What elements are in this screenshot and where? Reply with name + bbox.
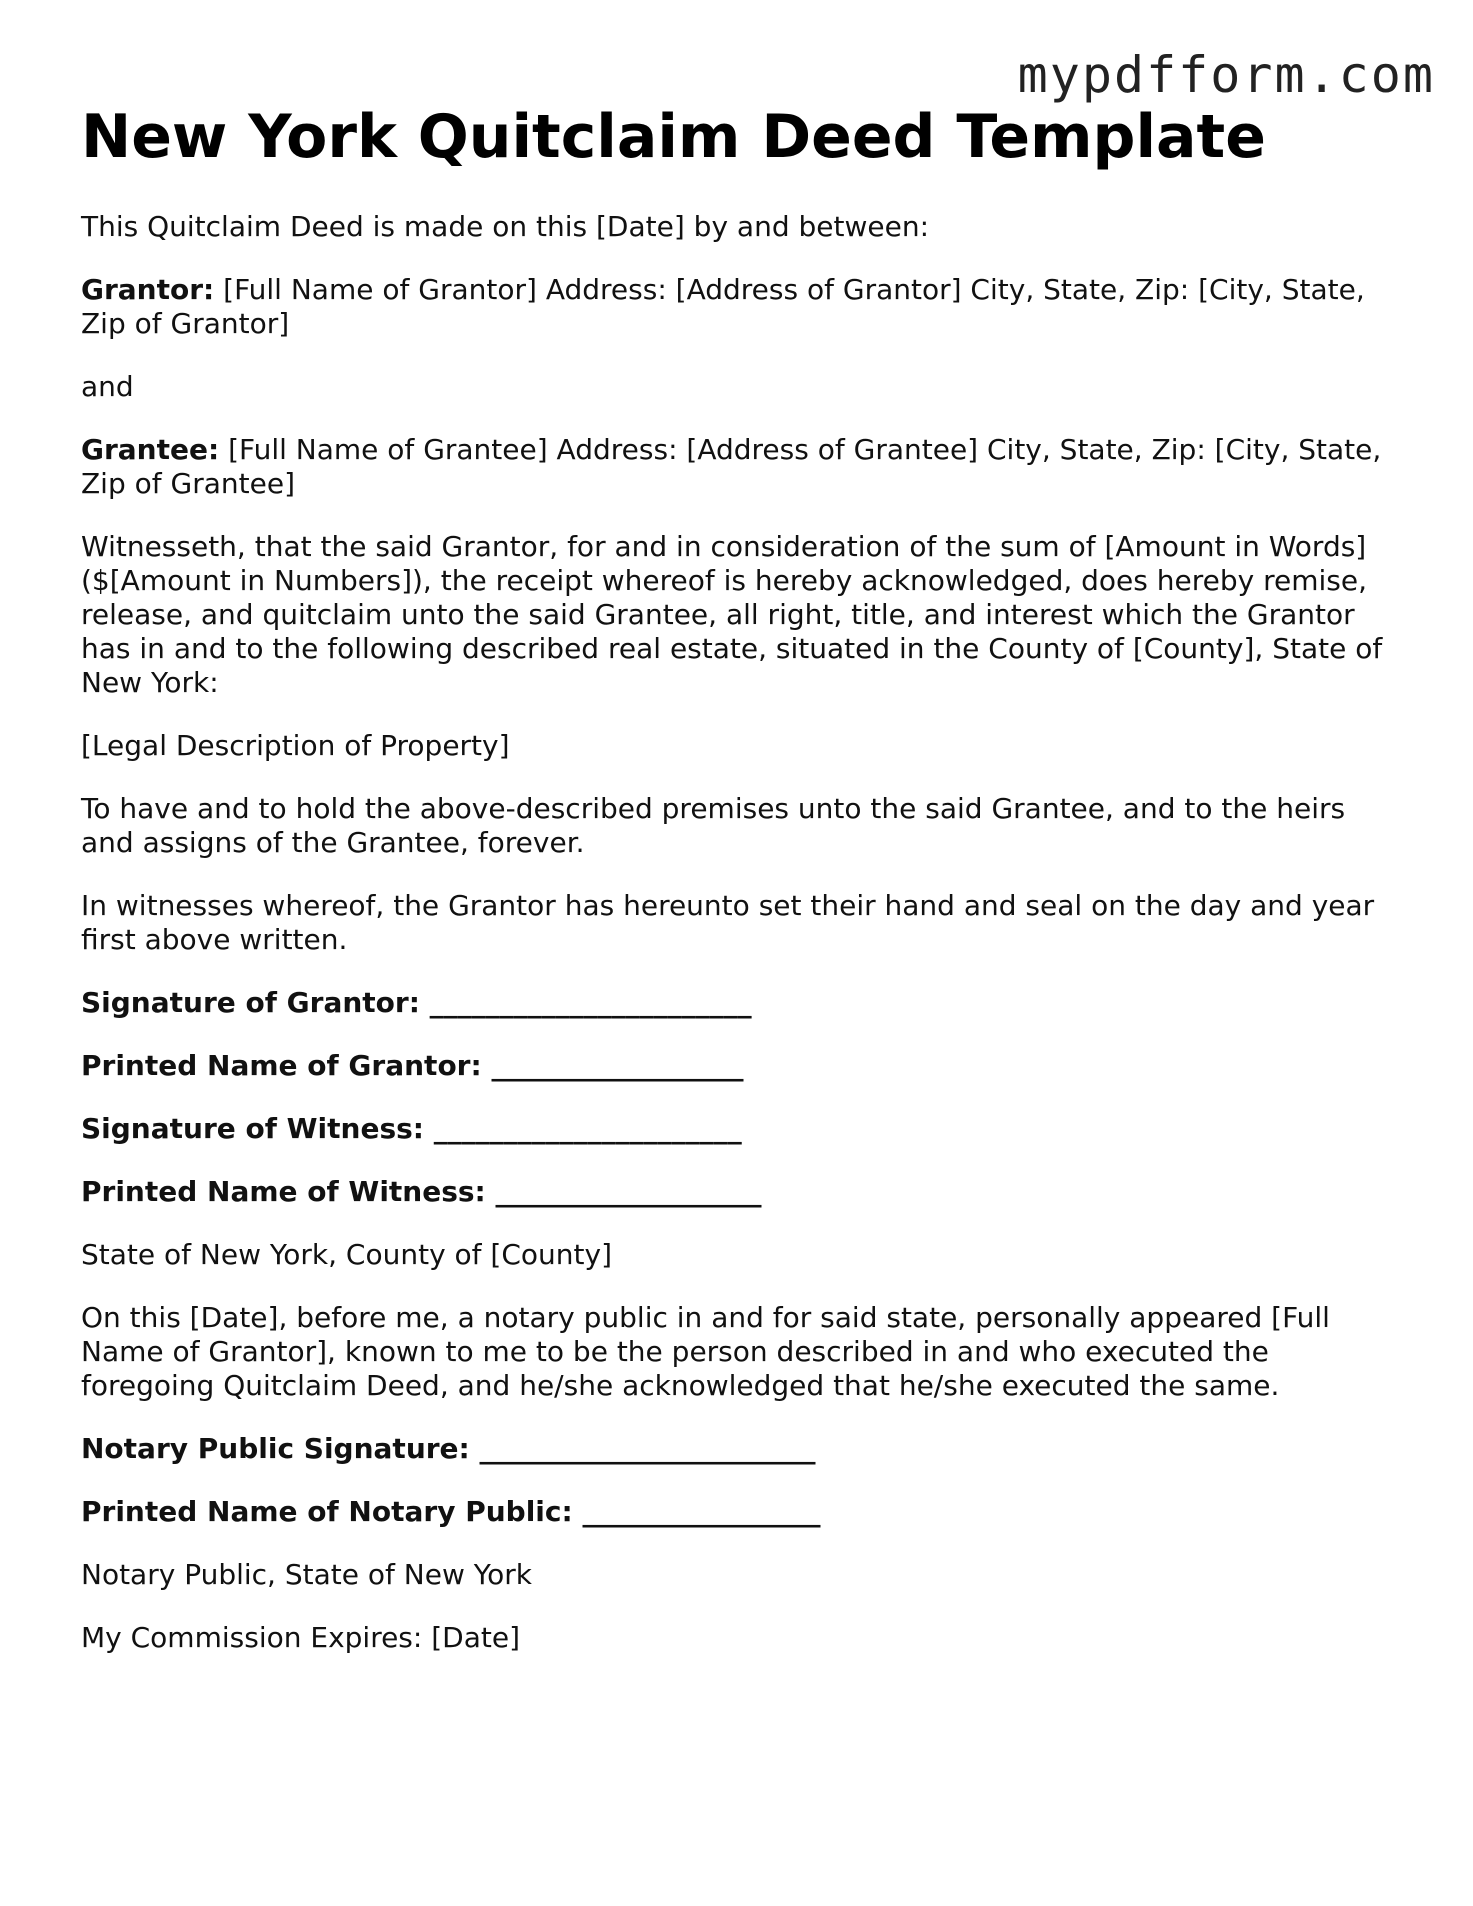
intro-paragraph: This Quitclaim Deed is made on this [Date] by and between:	[81, 210, 930, 243]
watermark: mypdfform.com	[1017, 46, 1435, 104]
witness-printed-name-line[interactable]	[81, 1175, 1401, 1209]
grantor-printed-name-label: Printed Name of Grantor:	[81, 1049, 482, 1082]
grantor-signature-label: Signature of Grantor:	[81, 986, 420, 1019]
witnesseth-paragraph: Witnesseth, that the said Grantor, for and in consideration of the sum of [Amount in Words] ($[Amount in Numbers]), the receipt whereof is hereby acknowledged, does hereby remise, release, and quitclaim unto the said Grantee, all right, title, and interest which the Grantor has in and to the following described real estate, situated in the County of [County], State of New York:	[81, 530, 1383, 699]
grantor-text: [Full Name of Grantor] Address: [Address of Grantor] City, State, Zip: [City, State, Zip of Grantor]	[81, 273, 1365, 340]
notary-signature-line[interactable]	[81, 1432, 1401, 1466]
witness-printed-name-blank[interactable]: ___________________	[495, 1175, 762, 1208]
grantee-paragraph	[81, 433, 1401, 501]
page-title: New York Quitclaim Deed Template	[81, 102, 1266, 172]
notary-printed-name-label: Printed Name of Notary Public:	[81, 1495, 573, 1528]
notary-signature-blank[interactable]: ________________________	[479, 1432, 816, 1465]
grantor-printed-name-line[interactable]	[81, 1049, 1401, 1083]
witness-printed-name-label: Printed Name of Witness:	[81, 1175, 486, 1208]
venue-paragraph: State of New York, County of [County]	[81, 1238, 613, 1271]
document-page	[81, 100, 1401, 1684]
grantee-text: [Full Name of Grantee] Address: [Address of Grantee] City, State, Zip: [City, State, Zip of Grantee]	[81, 433, 1382, 500]
grantor-paragraph	[81, 273, 1401, 341]
witness-signature-line[interactable]	[81, 1112, 1401, 1146]
witness-signature-label: Signature of Witness:	[81, 1112, 424, 1145]
acknowledgment-paragraph: On this [Date], before me, a notary public in and for said state, personally appeared [Full Name of Grantor], known to me to be the person described in and who executed the foregoing Quitclaim Deed, and he/she acknowledged that he/she executed the same.	[81, 1301, 1330, 1402]
grantee-label: Grantee:	[81, 433, 220, 466]
grantor-label: Grantor:	[81, 273, 215, 306]
grantor-signature-line[interactable]	[81, 986, 1401, 1020]
notary-signature-label: Notary Public Signature:	[81, 1432, 470, 1465]
witness-signature-blank[interactable]: ______________________	[433, 1112, 742, 1145]
notary-printed-name-blank[interactable]: _________________	[582, 1495, 821, 1528]
and-paragraph: and	[81, 370, 134, 403]
notary-printed-name-line[interactable]	[81, 1495, 1401, 1529]
legal-description: [Legal Description of Property]	[81, 729, 510, 762]
in-witness-paragraph: In witnesses whereof, the Grantor has hereunto set their hand and seal on the day and year first above written.	[81, 889, 1375, 956]
grantor-printed-name-blank[interactable]: __________________	[491, 1049, 744, 1082]
commission-expiry: My Commission Expires: [Date]	[81, 1621, 521, 1654]
grantor-signature-blank[interactable]: _______________________	[429, 986, 752, 1019]
notary-title: Notary Public, State of New York	[81, 1558, 532, 1591]
habendum-paragraph: To have and to hold the above-described premises unto the said Grantee, and to the heirs and assigns of the Grantee, forever.	[81, 792, 1346, 859]
